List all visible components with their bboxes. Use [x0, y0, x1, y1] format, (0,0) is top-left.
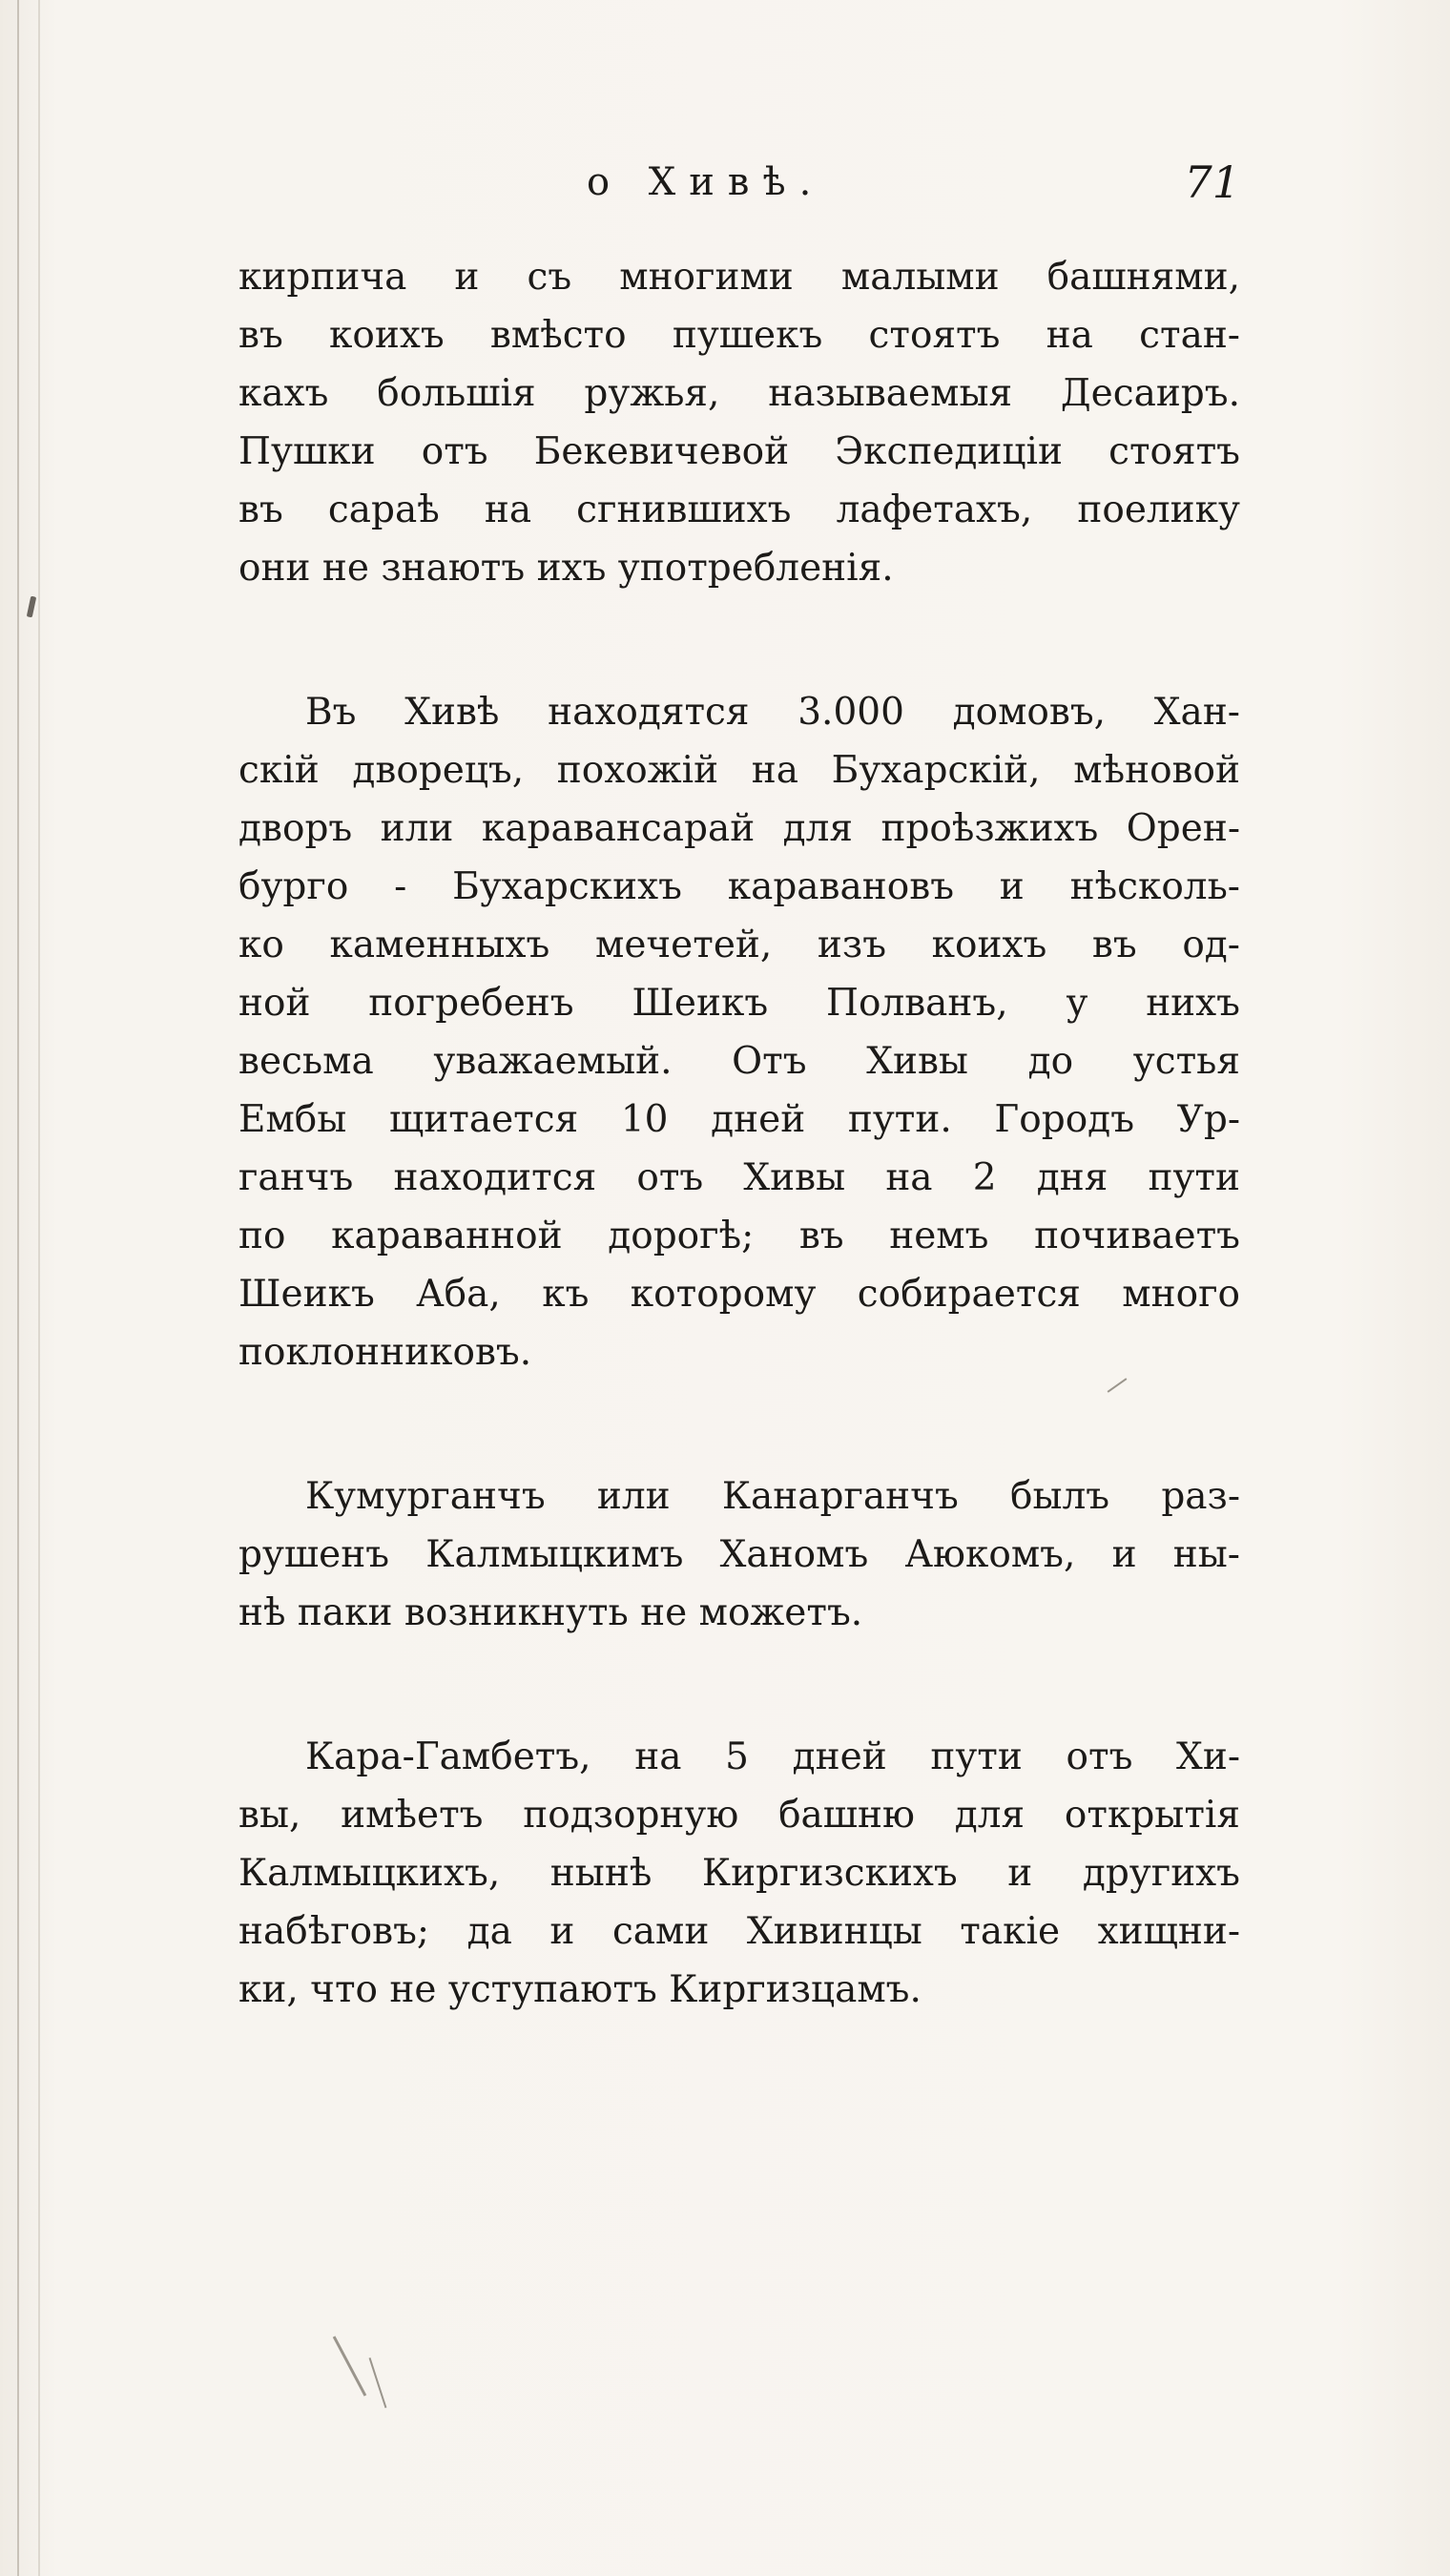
text-line: вы, имѣетъ подзорную башню для открытія [238, 1794, 1240, 1837]
page-number: 71 [1184, 156, 1240, 208]
paper-stain [333, 2336, 367, 2396]
text-line: кирпича и съ многими малыми башнями, [238, 256, 1240, 299]
text-line: кахъ большія ружья, называемыя Десаиръ. [238, 372, 1240, 415]
text-line: Ембы щитается 10 дней пути. Городъ Ур- [238, 1098, 1240, 1141]
text-line: Кара-Гамбетъ, на 5 дней пути отъ Хи- [305, 1735, 1240, 1778]
page-edge-line [17, 0, 19, 2576]
margin-mark [27, 596, 36, 618]
paragraph-gap [238, 1642, 1240, 1728]
text-line: поклонниковъ. [238, 1331, 532, 1374]
paragraph-4 [238, 1728, 1240, 2019]
text-line: набѣговъ; да и сами Хивинцы такіе хищни- [238, 1910, 1240, 1953]
page-edge-line [38, 0, 40, 2576]
text-line: Кумурганчъ или Канарганчъ былъ раз- [305, 1475, 1240, 1518]
text-line: Пушки отъ Бекевичевой Экспедиціи стоятъ [238, 430, 1240, 473]
text-line: Калмыцкихъ, нынѣ Киргизскихъ и другихъ [238, 1852, 1240, 1895]
text-line: Шеикъ Аба, къ которому собирается много [238, 1273, 1240, 1316]
page-header [238, 156, 1240, 227]
text-line: нѣ паки возникнуть не можетъ. [238, 1591, 863, 1634]
text-line: Въ Хивѣ находятся 3.000 домовъ, Хан- [305, 691, 1240, 734]
text-line: дворъ или каравансарай для проѣзжихъ Орен- [238, 807, 1240, 850]
text-line: въ коихъ вмѣсто пушекъ стоятъ на стан- [238, 314, 1240, 357]
text-line: по караванной дорогѣ; въ немъ почиваетъ [238, 1215, 1240, 1257]
text-line: скій дворецъ, похожій на Бухарскій, мѣновой [238, 749, 1240, 792]
text-line: рушенъ Калмыцкимъ Ханомъ Аюкомъ, и ны- [238, 1533, 1240, 1576]
paragraph-gap [238, 1381, 1240, 1467]
text-line: ко каменныхъ мечетей, изъ коихъ въ од- [238, 924, 1240, 966]
running-head: о Хивѣ. [587, 160, 825, 204]
paragraph-gap [238, 597, 1240, 683]
text-line: бурго - Бухарскихъ каравановъ и нѣсколь- [238, 865, 1240, 908]
page-body [238, 248, 1240, 2019]
paragraph-1 [238, 248, 1240, 597]
paper-stain [369, 2358, 387, 2408]
paragraph-2 [238, 683, 1240, 1381]
text-line: ной погребенъ Шеикъ Полванъ, у нихъ [238, 982, 1240, 1025]
text-line: они не знаютъ ихъ употребленія. [238, 547, 894, 590]
text-line: ганчъ находится отъ Хивы на 2 дня пути [238, 1156, 1240, 1199]
paragraph-3 [238, 1467, 1240, 1642]
text-line: весьма уважаемый. Отъ Хивы до устья [238, 1040, 1240, 1083]
text-line: ки, что не уступаютъ Киргизцамъ. [238, 1968, 922, 2011]
text-line: въ сараѣ на сгнившихъ лафетахъ, поелику [238, 488, 1240, 531]
